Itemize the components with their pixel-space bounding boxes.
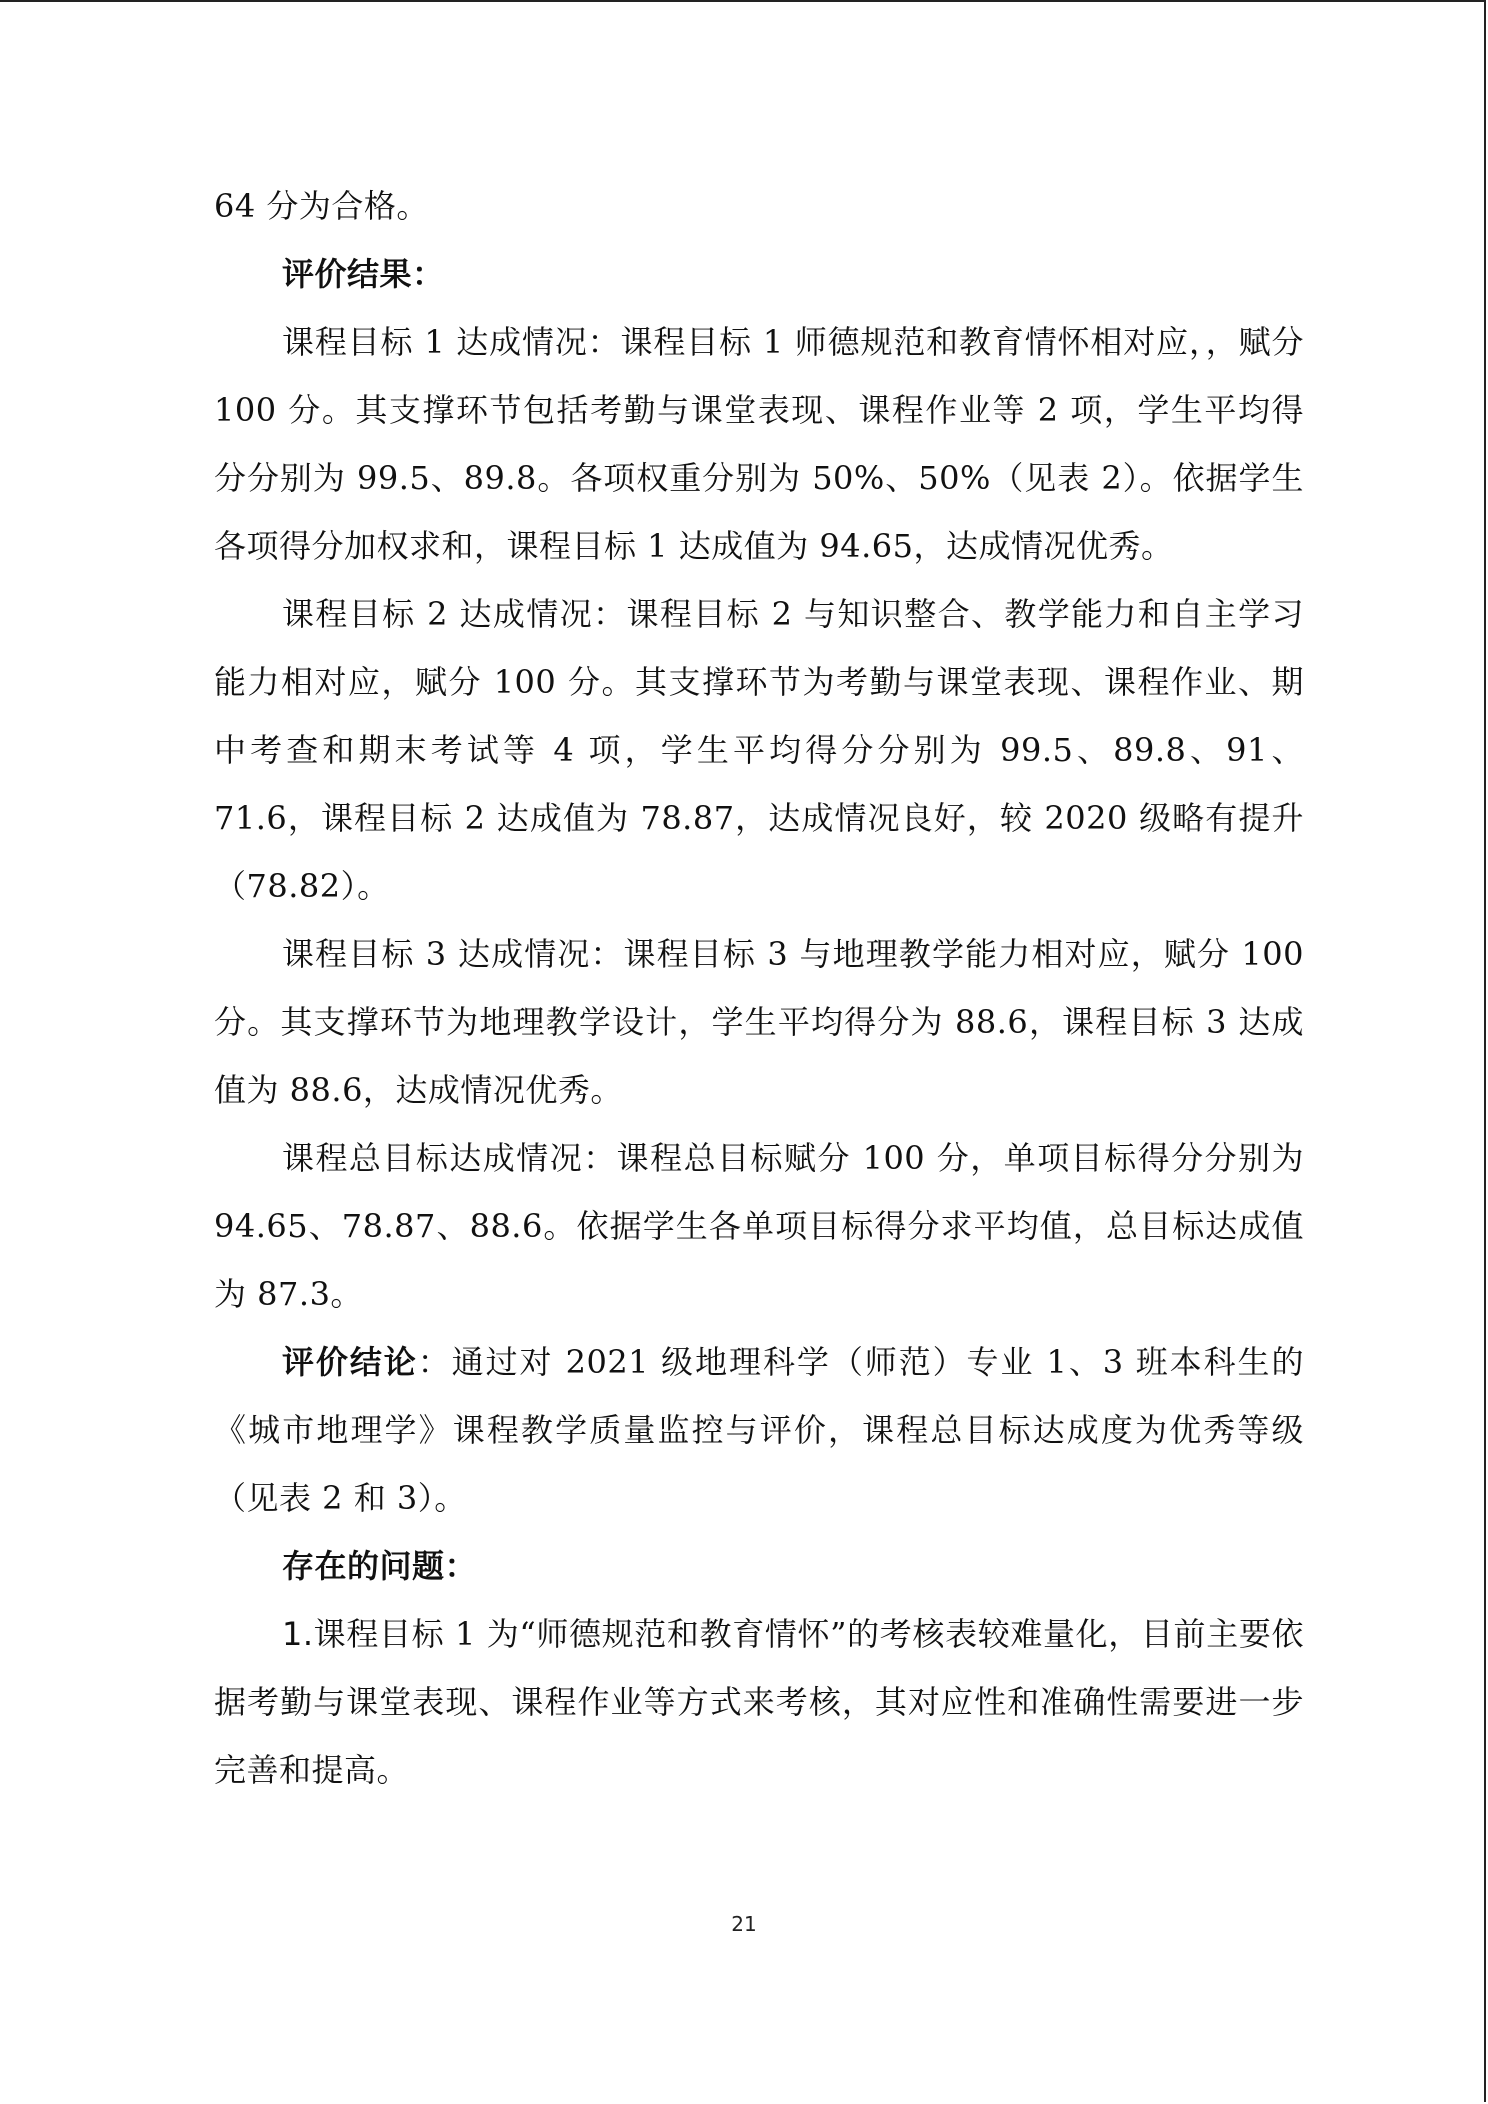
conclusion-label: 评价结论 bbox=[282, 1343, 418, 1381]
document-body bbox=[214, 172, 1304, 1804]
problems-heading: 存在的问题： bbox=[282, 1547, 478, 1585]
intro-line: 64 分为合格。 bbox=[214, 187, 429, 225]
paragraph-problem-1 bbox=[214, 1600, 1304, 1804]
paragraph-conclusion bbox=[214, 1328, 1304, 1532]
problem-1-text: 课程目标 1 为“师德规范和教育情怀”的考核表较难量化，目前主要依据考勤与课堂表现、课程作业等方式来考核，其对应性和准确性需要进一步完善和提高。 bbox=[214, 1615, 1304, 1789]
conclusion-text: ：通过对 2021 级地理科学（师范）专业 1、3 班本科生的《城市地理学》课程教学质量监控与评价，课程总目标达成度为优秀等级（见表 2 和 3）。 bbox=[214, 1343, 1304, 1517]
paragraph-overall-goal: 课程总目标达成情况：课程总目标赋分 100 分，单项目标得分分别为 94.65、78.87、88.6。依据学生各单项目标得分求平均值，总目标达成值为 87.3。 bbox=[214, 1139, 1304, 1313]
results-heading: 评价结果： bbox=[282, 255, 445, 293]
page-number: 21 bbox=[731, 1912, 757, 1936]
paragraph-goal-3: 课程目标 3 达成情况：课程目标 3 与地理教学能力相对应，赋分 100 分。其支撑环节为地理教学设计，学生平均得分为 88.6，课程目标 3 达成值为 88.6，达成情况优秀。 bbox=[214, 935, 1304, 1109]
paragraph-goal-2: 课程目标 2 达成情况：课程目标 2 与知识整合、教学能力和自主学习能力相对应，赋分 100 分。其支撑环节为考勤与课堂表现、课程作业、期中考查和期末考试等 4 项，学生平均得分分别为 99.5、89.8、91、71.6，课程目标 2 达成值为 78.87，达成情况良好，较 2020 级略有提升（78.82）。 bbox=[214, 595, 1304, 905]
paragraph-goal-1: 课程目标 1 达成情况：课程目标 1 师德规范和教育情怀相对应，，赋分 100 分。其支撑环节包括考勤与课堂表现、课程作业等 2 项，学生平均得分分别为 99.5、89.8。各项权重分别为 50%、50%（见表 2）。依据学生各项得分加权求和，课程目标 1 达成值为 94.65，达成情况优秀。 bbox=[214, 323, 1304, 565]
problem-1-number: 1. bbox=[282, 1615, 314, 1653]
